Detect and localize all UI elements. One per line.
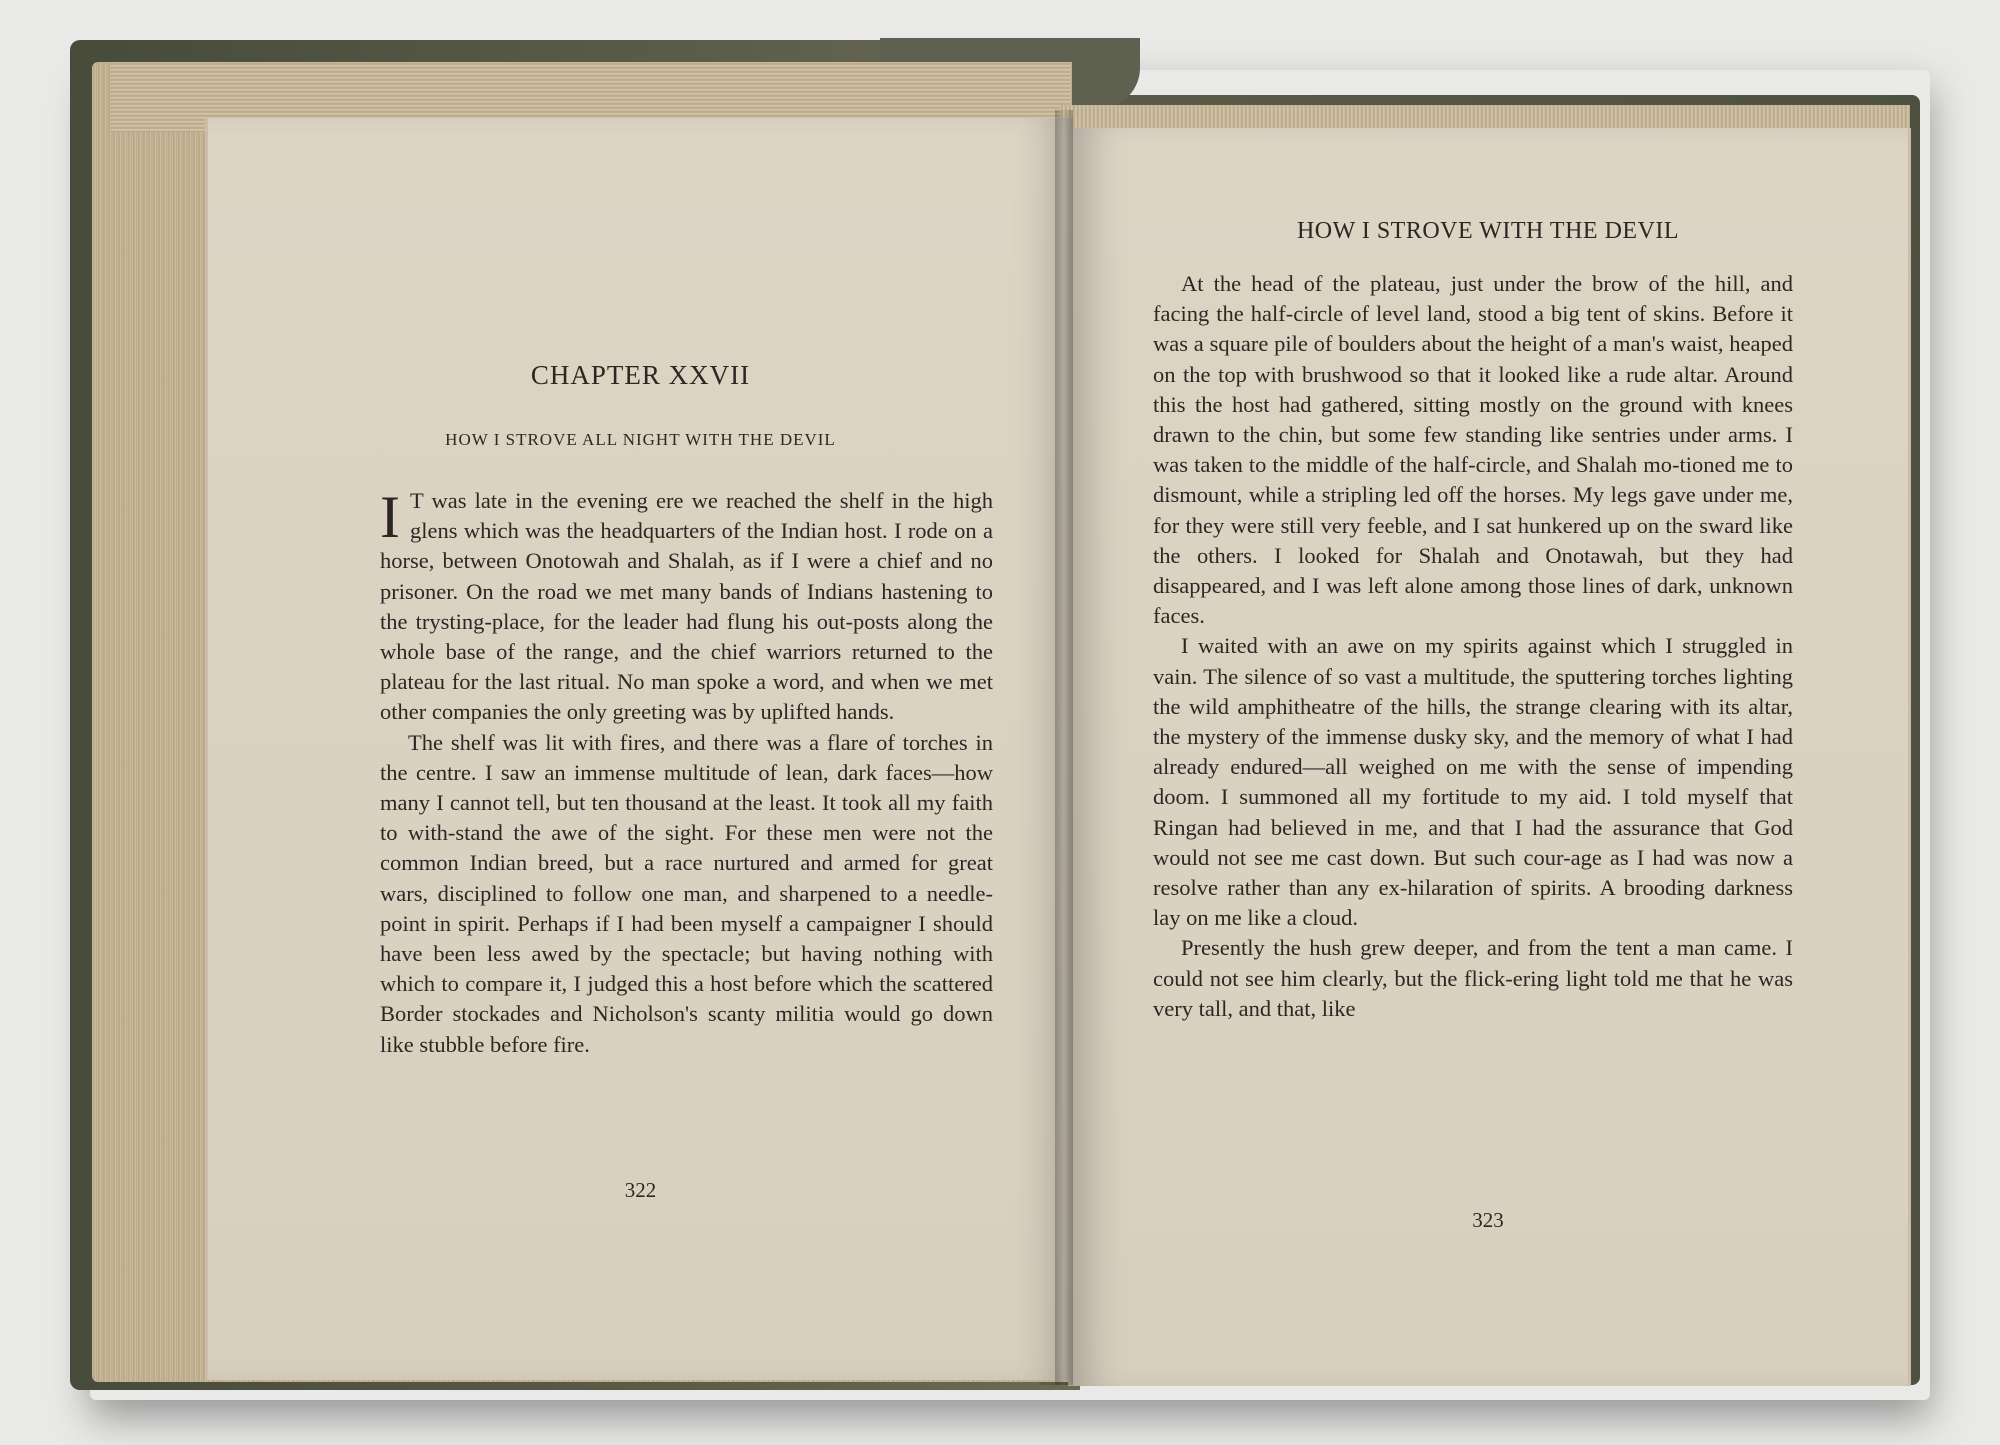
chapter-title: CHAPTER XXVII — [530, 360, 751, 390]
paragraph: At the head of the plateau, just under the brow of the hill, and facing the half-circle of level land, stood a big tent of skins. Before it was a square pile of boulders about the height of a man's waist, heaped on the top with brushwood so that it looked like a rude altar. Around this the host had gathered, sitting mostly on the ground with knees drawn to the chin, but some few standing like sentries under arms. I was taken to the middle of the half-circle, and Shalah mo-tioned me to dismount, while a stripling led off the horses. My legs gave under me, for they were still very feeble, and I sat hunkered up on the sward like the others. I looked for Shalah and Onotawah, but they had disappeared, and I was left alone among those lines of dark, unknown faces. — [1153, 271, 1793, 629]
paragraph: The shelf was lit with fires, and there was a flare of torches in the centre. I saw an immense multitude of lean, dark faces—how many I cannot tell, but ten thousand at the least. It took all my faith to with-stand the awe of the sight. For these men were not the common Indian breed, but a race nurtured and armed for great wars, disciplined to follow one man, and sharpened to a needle-point in spirit. Perhaps if I had been myself a campaigner I should have been less awed by the spectacle; but having nothing with which to compare it, I judged this a host before which the scattered Border stockades and Nicholson's scanty militia would go down like stubble before fire. — [380, 729, 993, 1057]
left-page-body — [380, 486, 993, 1060]
drop-cap: I — [380, 484, 400, 550]
right-page — [1068, 128, 1911, 1386]
book-gutter — [1055, 110, 1073, 1385]
right-page-body — [1153, 269, 1793, 1024]
page-number: 323 — [1472, 1208, 1504, 1232]
paragraph: Presently the hush grew deeper, and from the tent a man came. I could not see him clearly, but the flick-ering light told me that he was very tall, and that, like — [1153, 935, 1793, 1021]
chapter-subtitle: HOW I STROVE ALL NIGHT WITH THE DEVIL — [445, 430, 836, 449]
left-page — [205, 118, 1073, 1380]
paragraph: I waited with an awe on my spirits against which I struggled in vain. The silence of so vast a multitude, the sputtering torches lighting the wild amphitheatre of the hills, the strange clearing with its altar, the mystery of the immense dusky sky, and the memory of what I had already endured—all weighed on me with the sense of impending doom. I summoned all my fortitude to my aid. I told myself that Ringan had believed in me, and that I had the assurance that God would not see me cast down. But such cour-age as I had was now a resolve rather than any ex-hilaration of spirits. A brooding darkness lay on me like a cloud. — [1153, 633, 1793, 931]
paragraph-text: T was late in the evening ere we reached the shelf in the high glens which was the headquarters of the Indian host. I rode on a horse, between Onotowah and Shalah, as if I were a chief and no prisoner. On the road we met many bands of Indians hastening to the trysting-place, for the leader had flung his out-posts along the whole base of the range, and the chief warriors returned to the plateau for the last ritual. No man spoke a word, and when we met other companies the only greeting was by uplifted hands. — [380, 488, 993, 725]
running-head: HOW I STROVE WITH THE DEVIL — [1296, 218, 1680, 244]
paragraph — [380, 486, 993, 728]
page-number: 322 — [624, 1178, 657, 1202]
